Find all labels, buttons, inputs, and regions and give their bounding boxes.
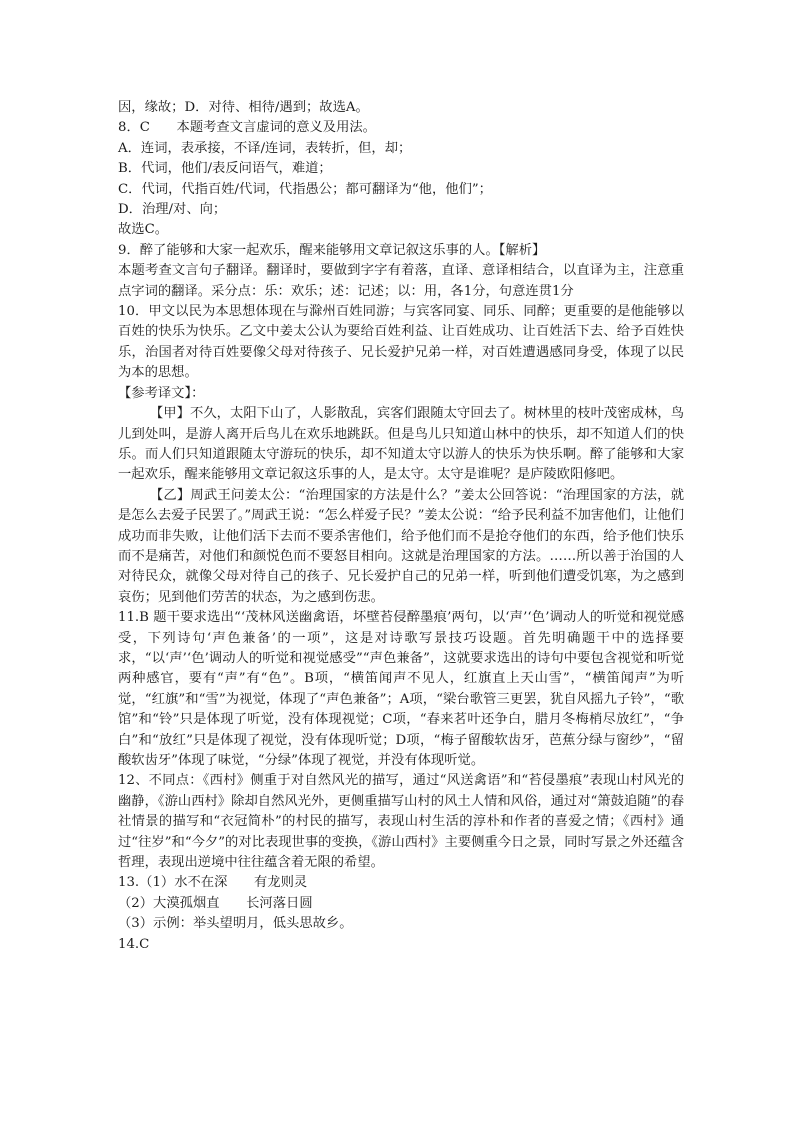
answer-13-2: （2）大漠孤烟直 长河落日圆 xyxy=(118,895,313,911)
answer-11: 11.B 题干要求选出“‘茂林风送幽禽语，坏壁苔侵醉墨痕’两句，以‘声’‘色’调动人的听觉和视觉感受，下列诗句‘声色兼备’的一项”，这是对诗歌写景技巧设题。首先明确题干中的选择要求，“以‘声’‘色’调动人的听觉和视觉感受”“声色兼备”，这就要求选出的诗句中要包含视觉和听觉两种感官，要有“声”有“色”。B项，“横笛闻声不见人，红旗直上天山雪”，“横笛闻声”为听觉，“红旗”和“雪”为视觉，体现了“声色兼备”；A项，“梁台歌管三更罢，犹自风摇九子铃”，“歌馆”和“铃”只是体现了听觉，没有体现视觉；C项，“春来茗叶还争白，腊月冬梅梢尽放红”，“争白”和“放红”只是体现了视觉，没有体现听觉；D项，“梅子留酸软齿牙，芭蕉分绿与窗纱”，“留酸软齿牙”体现了味觉，“分绿”体现了视觉，并没有体现听觉。 xyxy=(118,610,684,768)
text-line: 因，缘故；D．对待、相待/遇到；故选A。 xyxy=(118,100,369,115)
document-body xyxy=(118,98,684,955)
conclusion-line: 故选C。 xyxy=(118,222,169,238)
answer-12: 12、不同点：《西村》侧重于对自然风光的描写，通过“风送禽语”和“苔侵墨痕”表现山村风光的幽静，《游山西村》除却自然风光外，更侧重描写山村的风土人情和风俗，通过对“箫鼓追随”的春社情景的描写和“衣冠简朴”的村民的描写，表现山村生活的淳朴和作者的喜爱之情；《西村》通过“往岁”和“今夕”的对比表现世事的变换，《游山西村》主要侧重今日之景，同时写景之外还蕴含哲理，表现出逆境中往往蕴含着无限的希望。 xyxy=(118,773,684,871)
answer-13-3: （3）示例：举头望明月，低头思故乡。 xyxy=(118,916,353,932)
option-a: A．连词，表承接，不译/连词，表转折，但，却； xyxy=(118,140,412,156)
answer-9-explanation: 本题考查文言句子翻译。翻译时，要做到字字有着落，直译、意译相结合，以直译为主，注意重点字词的翻译。采分点：乐：欢乐；述：记述；以：用，各1分，句意连贯1分 xyxy=(118,263,684,299)
answer-9: 9．醉了能够和大家一起欢乐，醒来能够用文章记叙这乐事的人。【解析】 xyxy=(118,242,546,258)
answer-8: 8．C 本题考查文言虚词的意义及用法。 xyxy=(118,120,376,136)
option-d: D．治理/对、向； xyxy=(118,202,227,218)
answer-14: 14.C xyxy=(118,936,150,952)
option-b: B．代词，他们/表反问语气，难道； xyxy=(118,161,332,177)
translation-jia: 【甲】不久，太阳下山了，人影散乱，宾客们跟随太守回去了。树林里的枝叶茂密成林，鸟儿到处叫，是游人离开后鸟儿在欢乐地跳跃。但是鸟儿只知道山林中的快乐，却不知道人们的快乐。而人们只知道跟随太守游玩的快乐，却不知道太守以游人的快乐为快乐啊。醉了能够和大家一起欢乐，醒来能够用文章记叙这乐事的人，是太守。太守是谁呢？是庐陵欧阳修吧。 xyxy=(118,406,684,483)
translation-yi: 【乙】周武王问姜太公：“治理国家的方法是什么？”姜太公回答说：“治理国家的方法，就是怎么去爱子民罢了。”周武王说：“怎么样爱子民？”姜太公说：“给予民利益不加害他们，让他们成功而非失败，让他们活下去而不要杀害他们，给予他们而不是抢夺他们的东西，给予他们快乐而不是痛苦，对他们和颜悦色而不要怒目相向。这就是治理国家的方法。……所以善于治国的人对待民众，就像父母对待自己的孩子、兄长爱护自己的兄弟一样，听到他们遭受饥寒，为之感到哀伤；见到他们劳苦的状态，为之感到伤悲。 xyxy=(118,487,684,605)
translation-heading: 【参考译文】： xyxy=(118,385,205,401)
option-c: C．代词，代指百姓/代词，代指愚公；都可翻译为“他，他们”； xyxy=(118,181,492,197)
answer-13-1: 13.（1）水不在深 有龙则灵 xyxy=(118,875,308,891)
answer-10: 10．甲文以民为本思想体现在与滁州百姓同游；与宾客同宴、同乐、同醉；更重要的是他能够以百姓的快乐为快乐。乙文中姜太公认为要给百姓利益、让百姓成功、让百姓活下去、给予百姓快乐，治国者对待百姓要像父母对待孩子、兄长爱护兄弟一样，对百姓遭遇感同身受，体现了以民为本的思想。 xyxy=(118,304,684,381)
